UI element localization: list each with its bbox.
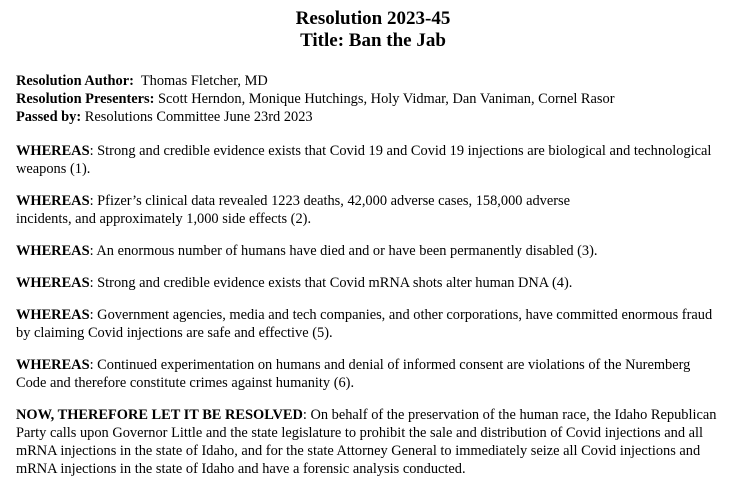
presenters-row: [16, 90, 744, 108]
whereas-clause-5: [16, 306, 744, 342]
passed-row: [16, 108, 744, 126]
whereas-label: WHEREAS: [16, 243, 90, 259]
resolution-document: [16, 8, 744, 478]
resolved-label: NOW, THEREFORE LET IT BE RESOLVED: [16, 407, 303, 423]
document-title: [16, 8, 730, 52]
whereas-clause-4: [16, 274, 744, 292]
whereas-label: WHEREAS: [16, 275, 90, 291]
whereas-label: WHEREAS: [16, 357, 90, 373]
clause-text: : Continued experimentation on humans and denial of informed consent are violations of the Nuremberg: [89, 357, 691, 373]
passed-label: Passed by:: [16, 109, 82, 125]
clause-text: : Strong and credible evidence exists that Covid mRNA shots alter human DNA (4).: [89, 275, 573, 291]
presenters-value: Scott Herndon, Monique Hutchings, Holy Vidmar, Dan Vaniman, Cornel Rasor: [158, 91, 615, 107]
resolved-text: : On behalf of the preservation of the human race, the Idaho Republican: [302, 407, 717, 423]
author-label: Resolution Author:: [16, 73, 134, 89]
author-row: [16, 72, 744, 90]
whereas-clause-1: [16, 142, 744, 178]
whereas-label: WHEREAS: [16, 307, 90, 323]
presenters-label: Resolution Presenters:: [16, 91, 155, 107]
clause-text: : Pfizer’s clinical data revealed 1223 deaths, 42,000 adverse cases, 158,000 adverse: [89, 193, 571, 209]
resolved-clause: [16, 406, 744, 478]
clause-text: : Strong and credible evidence exists that Covid 19 and Covid 19 injections are biological and technological: [89, 143, 712, 159]
whereas-clause-6: [16, 356, 744, 392]
resolution-number: Resolution 2023-45: [295, 8, 451, 29]
clause-text: incidents, and approximately 1,000 side effects (2).: [16, 211, 312, 227]
resolved-text: mRNA injections in the state of Idaho and have a forensic analysis conducted.: [16, 461, 466, 477]
resolved-text: Party calls upon Governor Little and the state legislature to prohibit the sale and distribution of Covid injections and all: [16, 425, 704, 441]
resolution-meta: [16, 72, 744, 126]
clause-text: by claiming Covid injections are safe and effective (5).: [16, 325, 333, 341]
clause-text: : An enormous number of humans have died and or have been permanently disabled (3).: [89, 243, 598, 259]
clause-text: Code and therefore constitute crimes against humanity (6).: [16, 375, 355, 391]
clause-text: : Government agencies, media and tech companies, and other corporations, have committed enormous fraud: [89, 307, 713, 323]
author-value: Thomas Fletcher, MD: [140, 73, 268, 89]
whereas-clause-3: [16, 242, 744, 260]
resolved-text: mRNA injections in the state of Idaho, and for the state Attorney General to immediately seize all Covid injections and: [16, 443, 701, 459]
whereas-label: WHEREAS: [16, 193, 90, 209]
passed-value: Resolutions Committee June 23rd 2023: [84, 109, 313, 125]
clause-text: weapons (1).: [16, 161, 91, 177]
resolution-title: Title: Ban the Jab: [300, 30, 446, 51]
whereas-clause-2: [16, 192, 744, 228]
whereas-label: WHEREAS: [16, 143, 90, 159]
